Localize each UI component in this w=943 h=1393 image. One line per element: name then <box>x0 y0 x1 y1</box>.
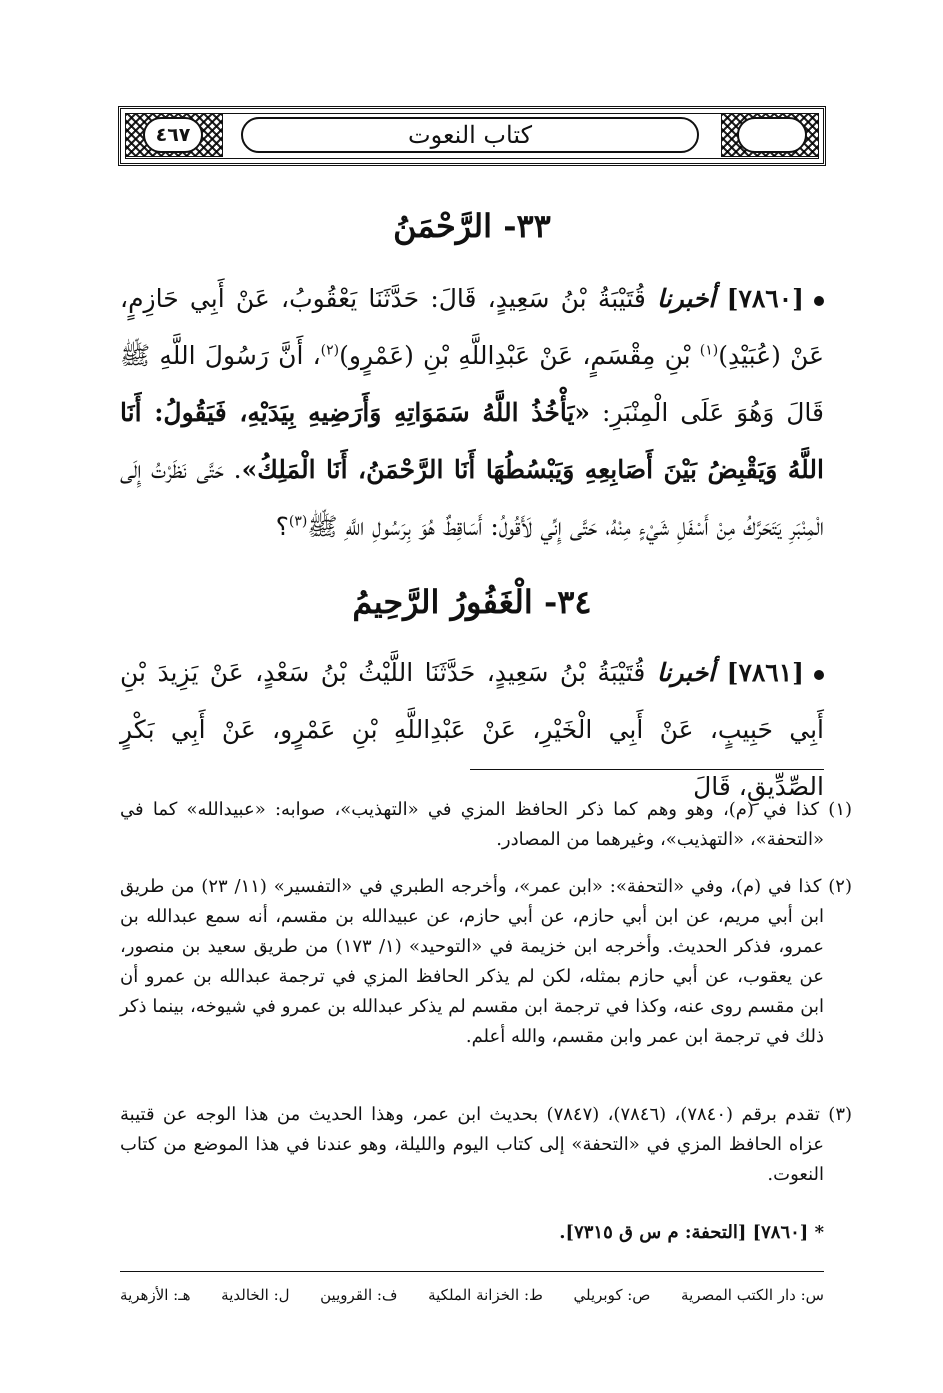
book-emblem-logo <box>737 117 807 153</box>
hadith-matn: «يَأْخُذُ اللَّهُ سَمَوَاتِهِ وَأَرَضِيهِ بِيَدَيْهِ، فَيَقُولُ: أَنَا اللَّهُ وَيَقْبِضُ بَيْنَ أَصَابِعِهِ وَيَبْسُطُهَا أَنَا الرَّحْمَنُ، أَنَا الْمَلِكُ» <box>120 398 824 484</box>
isnad-text-3: ، أَنَّ رَسُولَ اللَّهِ ﷺ قَالَ وَهُوَ عَلَى الْمِنْبَرِ: <box>120 341 824 427</box>
bullet-icon <box>814 296 824 306</box>
legend-item: س: دار الكتب المصرية <box>681 1286 824 1304</box>
hadith-number: [٧٨٦٠] <box>726 284 804 313</box>
hadith-7861 <box>120 644 824 815</box>
footnote-3: (٣) تقدم برقم (٧٨٤٠)، (٧٨٤٦)، (٧٨٤٧) بحديث ابن عمر، وهذا الحديث من هذا الوجه عن قتيبة عزاه الحافظ المزي في «التحفة» إلى كتاب اليوم والليلة، وهو عندنا في هذا الموضع من كتاب النعوت. <box>120 1104 853 1185</box>
isnad-text: قُتَيْبَةُ بْنُ سَعِيدٍ، قَالَ: حَدَّثَنَا يَعْقُوبُ، عَنْ أَبِي حَازِمٍ، عَنْ (عُبَيْدِ) <box>120 284 824 370</box>
footnote-2: (٢) كذا في (م)، وفي «التحفة»: «ابن عمر»، وأخرجه الطبري في «التفسير» (١١/ ٢٣) من طريق ابن أبي مريم، عن ابن أبي حازم، عن أبي حازم، عن عبيدالله بن مقسم، أنه سمع عبدالله بن عمرو، فذكر الحديث. وأخرجه ابن خزيمة في «التوحيد» (١/ ١٧٣) من طريق سعيد بن منصور، عن يعقوب، عن أبي حازم بمثله، لكن لم يذكر الحافظ المزي في ترجمة عبدالله بن عمرو أن ابن مقسم روى عنه، وكذا في ترجمة ابن مقسم لم يذكر عبدالله بن عمرو في شيوخه، بينما ذكر ذلك في ترجمة ابن عمر وابن مقسم، والله أعلم. <box>120 876 852 1047</box>
section-title-34: ٣٤- الْغَفُورُ الرَّحِيمُ <box>352 583 592 621</box>
footnote-ref-1[interactable]: (١) <box>699 342 719 359</box>
legend-item: ص: كوبريلي <box>573 1286 651 1304</box>
legend-item: ل: الخالدية <box>221 1286 290 1304</box>
book-title: كتاب النعوت <box>241 117 699 153</box>
akhbarana-label: أخبرنا <box>657 284 716 313</box>
question-mark: ؟ <box>275 512 289 541</box>
isnad-text: قُتَيْبَةُ بْنُ سَعِيدٍ، حَدَّثَنَا اللَّيْثُ بْنُ سَعْدٍ، عَنْ يَزِيدَ بْنِ أَبِي حَبِيبٍ، عَنْ أَبِي الْخَيْرِ، عَنْ عَبْدِاللَّهِ بْنِ عَمْرٍو، عَنْ أَبِي بَكْرٍ الصِّدِّيقِ، قَالَ <box>120 658 824 801</box>
footnote-ref-3[interactable]: (٣) <box>288 513 308 530</box>
hadith-number: [٧٨٦١] <box>726 658 804 687</box>
page-number: ٤٦٧ <box>143 117 203 153</box>
legend-item: ف: القرويين <box>320 1286 398 1304</box>
section-title-33: ٣٣- الرَّحْمَنُ <box>393 207 551 245</box>
isnad-text-2: بْنِ مِقْسَمٍ، عَنْ عَبْدِاللَّهِ بْنِ (عَمْرٍو) <box>339 341 700 370</box>
page-header <box>118 106 826 166</box>
tuhfa-reference: * [٧٨٦٠] [التحفة: م س ق ٧٣١٥]. <box>559 1222 824 1243</box>
legend-separator <box>120 1271 824 1272</box>
legend-item: ط: الخزانة الملكية <box>428 1286 543 1304</box>
bullet-icon <box>814 670 824 680</box>
narration-ending: . حَتَّى نَظَرْتُ إِلَى الْمِنْبَرِ يَتَحَرَّكُ مِنْ أَسْفَلِ شَيْءٍ مِنْهُ، حَتَّى إِنِّي لَأَقُولُ: أَسَاقِطٌ هُوَ بِرَسُولِ اللَّهِ ﷺ <box>120 455 824 541</box>
hadith-7860 <box>120 270 824 555</box>
footnote-ref-2[interactable]: (٢) <box>320 342 340 359</box>
footnote-1: (١) كذا في (م)، وهو وهم كما ذكر الحافظ المزي في «التهذيب»، صوابه: «عبيدالله» كما في «التحفة»، «التهذيب»، وغيرهما من المصادر. <box>120 799 853 850</box>
akhbarana-label: أخبرنا <box>656 658 716 687</box>
manuscript-legend <box>120 1286 824 1304</box>
legend-item: هـ: الأزهرية <box>120 1286 191 1304</box>
footnote-separator <box>470 769 824 770</box>
